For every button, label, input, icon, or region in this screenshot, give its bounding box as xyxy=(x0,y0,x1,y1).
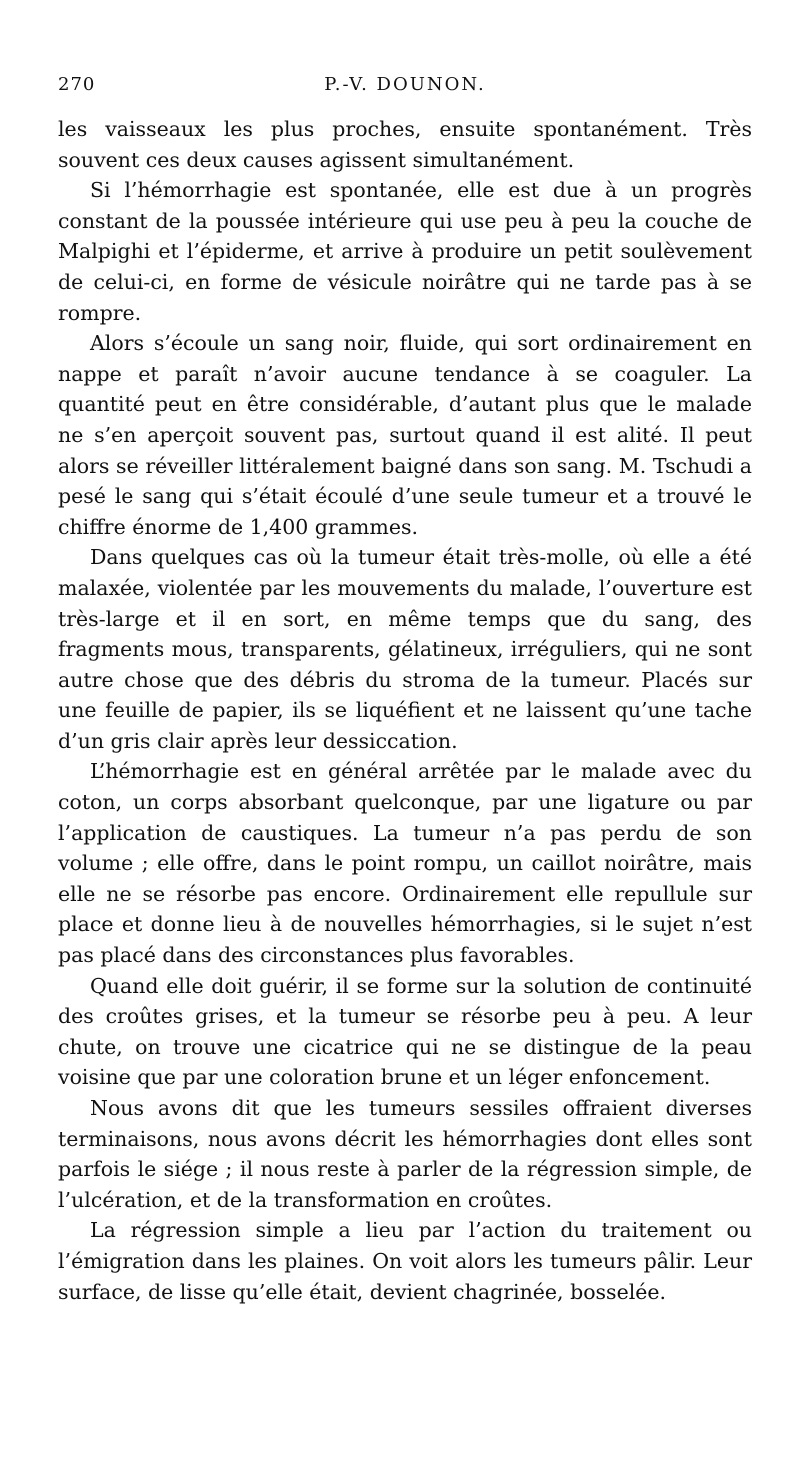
paragraph: Dans quelques cas où la tumeur était très-molle, où elle a été malaxée, violentée par les mouvements du malade, l’ouverture est très-large et il en sort, en même temps que du sang, des fragments mous, transparents, gélatineux, irréguliers, qui ne sont autre chose que des débris du stroma de la tumeur. Placés sur une feuille de papier, ils se liquéfient et ne laissent qu’une tache d’un gris clair après leur dessiccation. xyxy=(58,545,752,753)
page-number: 270 xyxy=(58,74,96,95)
paragraph: L’hémorrhagie est en général arrêtée par le malade avec du coton, un corps absorbant quelconque, par une ligature ou par l’application de caustiques. La tumeur n’a pas perdu de son volume ; elle offre, dans le point rompu, un caillot noirâtre, mais elle ne se résorbe pas encore. Ordinairement elle repullule sur place et donne lieu à de nouvelles hémorrhagies, si le sujet n’est pas placé dans des circonstances plus favorables. xyxy=(58,759,752,968)
paragraph: Nous avons dit que les tumeurs sessiles offraient diverses terminaisons, nous avons décrit les hémorrhagies dont elles sont parfois le siége ; il nous reste à parler de la régression simple, de l’ulcération, et de la transformation en croûtes. xyxy=(58,1096,752,1212)
running-head xyxy=(58,70,752,104)
body-text xyxy=(58,114,752,1307)
paragraph: La régression simple a lieu par l’action du traitement ou l’émigration dans les plaines. On voit alors les tumeurs pâlir. Leur surface, de lisse qu’elle était, devient chagrinée, bosselée. xyxy=(58,1218,752,1304)
paragraph: Quand elle doit guérir, il se forme sur la solution de continuité des croûtes grises, et la tumeur se résorbe peu à peu. A leur chute, on trouve une cicatrice qui ne se distingue de la peau voisine que par une coloration brune et un léger enfoncement. xyxy=(58,973,752,1090)
paragraph-continued: les vaisseaux les plus proches, ensuite spontanément. Très souvent ces deux causes agissent simultanément. xyxy=(58,117,752,172)
running-title: P.-V. DOUNON. xyxy=(324,74,486,95)
paragraph: Alors s’écoule un sang noir, fluide, qui sort ordinairement en nappe et paraît n’avoir aucune tendance à se coaguler. La quantité peut en être considérable, d’autant plus que le malade ne s’en aperçoit souvent pas, surtout quand il est alité. Il peut alors se réveiller littéralement baigné dans son sang. M. Tschudi a pesé le sang qui s’était écoulé d’une seule tumeur et a trouvé le chiffre énorme de 1,400 grammes. xyxy=(58,331,752,539)
paragraph: Si l’hémorrhagie est spontanée, elle est due à un progrès constant de la poussée intérieure qui use peu à peu la couche de Malpighi et l’épiderme, et arrive à produire un petit soulèvement de celui-ci, en forme de vésicule noirâtre qui ne tarde pas à se rompre. xyxy=(58,178,752,325)
